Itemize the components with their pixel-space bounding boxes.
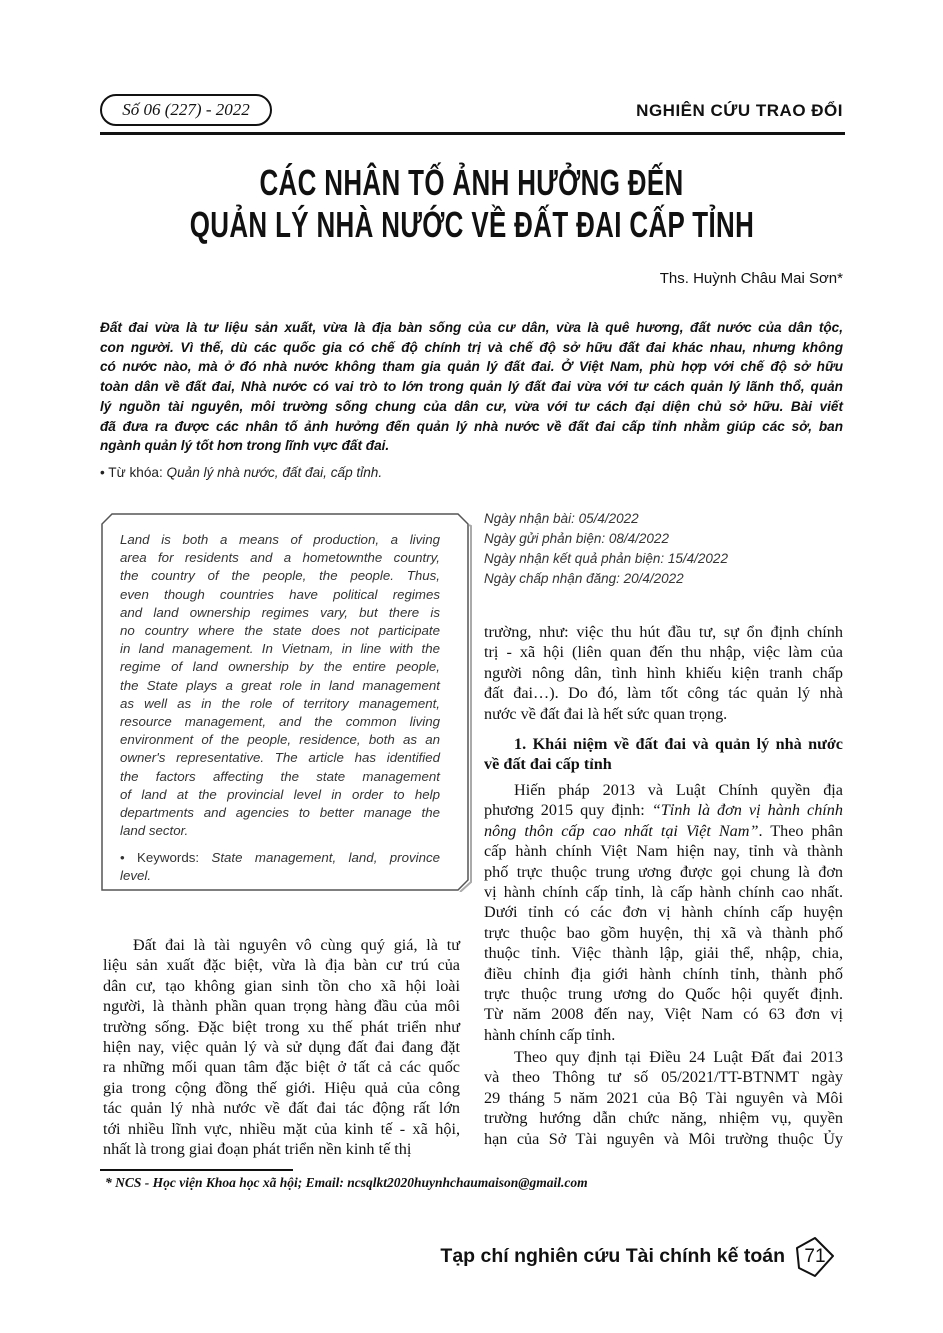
text-line: area for residents and a hometownthe country, (120, 550, 440, 566)
section-paragraph-1 (484, 780, 843, 1045)
keywords-vi (100, 465, 382, 480)
text-line (484, 821, 843, 841)
footnote: * NCS - Học viện Khoa học xã hội; Email: ncsqlkt2020huynhchaumaison@gmail.com (105, 1175, 588, 1190)
text-line: hiện nay, việc quản lý và sử dụng đất đai đang đặt (103, 1038, 460, 1057)
header-rule (100, 132, 845, 135)
text-line: Theo quy định tại Điều 24 Luật Đất đai 2013 (514, 1048, 843, 1066)
text-line: về đất đai cấp tỉnh (484, 755, 612, 774)
text-line: Từ năm 2008 đến nay, Việt Nam có 63 đơn vị (484, 1005, 843, 1024)
paragraph-rest (484, 841, 843, 1045)
text-line: cấp hành chính Việt Nam hiện nay, tỉnh và thành (484, 842, 843, 861)
text-line: người nông dân, tình hình khiếu kiện tranh chấp (484, 663, 843, 682)
text-line: đã đưa ra được các nhân tố ảnh hưởng đến quản lý nhà nước về đất đai cấp tỉnh nhằm giúp các sở, ban (100, 418, 843, 434)
issue-badge: Số 06 (227) - 2022 (100, 94, 272, 126)
title-text: QUẢN LÝ NHÀ NƯỚC VỀ ĐẤT ĐAI CẤP TỈNH (189, 204, 754, 245)
section-label: NGHIÊN CỨU TRAO ĐỔI (636, 101, 843, 120)
text-line: phố trực thuộc trung ương được gọi chung là đơn (484, 862, 843, 881)
text-line: gia trong cộng đồng thế giới. Hiệu quả của công (103, 1078, 460, 1097)
text-line: con người. Vì thế, dù các quốc gia có chế độ chính trị và chế độ sở hữu đất đai khác nhau, nhưng không (100, 339, 843, 355)
text-line: trường hướng dẫn chức năng, nhiệm vụ, quyền (484, 1109, 843, 1128)
text-line: Đất đai vừa là tư liệu sản xuất, vừa là địa bàn sống của cư dân, vừa là quê hương, đất nước của dân tộc, (100, 320, 843, 335)
text-line: Ngày chấp nhận đăng: 20/4/2022 (484, 571, 684, 586)
keywords-en (120, 849, 440, 885)
section-heading (484, 734, 843, 775)
text-line: hạn của Sở Tài nguyên và Môi trường thuộc Ủy (484, 1129, 843, 1148)
article-title-line-1 (0, 162, 943, 204)
text-line: vị hành chính cấp tỉnh, là cấp hành chính cao nhất. (484, 883, 843, 902)
text-line: Dưới tỉnh có các đơn vị hành chính cấp huyện (484, 903, 843, 922)
text-line: hành chính cấp tỉnh. (484, 1025, 616, 1044)
text-line: no country where the state does not participate (120, 623, 440, 639)
text-line: điều chỉnh địa giới hành chính tỉnh, thành phố (484, 964, 843, 983)
text-line: the factors affecting the state management (120, 768, 440, 784)
text-line: environment of the people, residence, both as an (120, 732, 440, 748)
text-line: 1. Khái niệm về đất đai và quản lý nhà nước (514, 735, 843, 753)
text-line: thuộc tỉnh. Việc thành lập, giải thể, nhập, chia, (484, 944, 843, 963)
submission-dates (484, 509, 728, 589)
text-line: tác quản lý nhà nước về đất đai tác động rất lớn (103, 1099, 460, 1118)
text-line: the country of the people, the people. Thus, (120, 568, 440, 584)
author: Ths. Huỳnh Châu Mai Sơn* (659, 270, 843, 287)
text-line: và theo Thông tư số 05/2021/TT-BTNMT ngày (484, 1068, 843, 1087)
text-line: regime of land ownership by the entire people, (120, 659, 440, 675)
footnote-rule (100, 1169, 293, 1171)
title-text: CÁC NHÂN TỐ ẢNH HƯỞNG ĐẾN (259, 162, 684, 203)
page-number: 71 (804, 1246, 826, 1267)
text-line: of land at the provincial level in order to help (120, 786, 440, 802)
text-line: ra những mối quan tâm đặc biệt ở tất cả các quốc (103, 1058, 460, 1077)
text-line: departments and agencies to better manage the (120, 805, 440, 821)
quote: nông thôn cấp cao nhất tại Việt Nam” (484, 821, 759, 840)
section-paragraph-2 (484, 1047, 843, 1149)
text-line: trực thuộc trung ương do Quốc hội quyết định. (484, 985, 843, 1004)
quote: “Tỉnh là đơn vị hành chính (651, 801, 843, 820)
text-line: Land is both a means of production, a living (120, 532, 440, 547)
text-line: Ngày gửi phản biện: 08/4/2022 (484, 531, 669, 546)
text-line: trị - xã hội (liên quan đến thu nhập, việc làm của (484, 643, 843, 662)
text-line: Hiến pháp 2013 và Luật Chính quyền địa (514, 781, 843, 799)
keywords-en-value: level. (120, 868, 152, 884)
text-line: as well as in the role of territory management, (120, 695, 440, 711)
abstract-en (120, 531, 440, 840)
keywords-value: Quản lý nhà nước, đất đai, cấp tỉnh. (166, 465, 383, 480)
page-number-badge (795, 1236, 839, 1280)
text-line: land sector. (120, 823, 189, 839)
text-line: ngành quản lý tốt hơn trong lĩnh vực đất đai. (100, 438, 390, 454)
text-line: Đất đai là tài nguyên vô cùng quý giá, là tư (133, 936, 460, 954)
journal-name: Tạp chí nghiên cứu Tài chính kế toán (440, 1245, 785, 1267)
text-line: dân cư, tạo không gian sinh tồn cho xã hội loài (103, 976, 460, 995)
abstract-en-box (100, 512, 470, 890)
text-line: trường, như: việc thu hút đầu tư, sự ổn định chính (484, 623, 843, 641)
text-line (484, 800, 843, 820)
text-line: in land management. In Vietnam, in line with the (120, 641, 440, 657)
text-line: trường sống. Đặc biệt trong xu thế phát triển như (103, 1017, 460, 1036)
text-line: đất đai…). Do đó, làm tốt công tác quản lý nhà (484, 684, 843, 703)
text-line: tới nhiều lĩnh vực, nhiều mặt của kinh tế - xã hội, (103, 1119, 460, 1138)
text-line: resource management, and the common living (120, 714, 440, 730)
text-line: 29 tháng 5 năm 2021 của Bộ Tài nguyên và Môi (484, 1088, 843, 1107)
text-line: toàn dân về đất đai, Nhà nước có vai trò to lớn trong quản lý đất đai vừa với tư cách quản lý lãnh thổ, quản (100, 379, 843, 395)
text-line: the State plays a great role in land management (120, 677, 440, 693)
text-line: even though countries have political regimes (120, 586, 440, 602)
text-line: Ngày nhận kết quả phản biện: 15/4/2022 (484, 551, 728, 566)
text-line: liệu sản xuất đặc biệt, vừa là địa bàn cư trú của (103, 956, 460, 975)
text-line: trực thuộc bao gồm huyện, thị xã và thành phố (484, 923, 843, 942)
left-column-body (103, 935, 460, 1159)
text-span: . Theo phân (758, 821, 843, 840)
keywords-label: • Từ khóa: (100, 465, 167, 480)
keywords-en-value: State management, land, province (211, 850, 441, 865)
text-line: and land ownership regimes vary, but there is (120, 604, 440, 620)
abstract-vi (100, 318, 843, 456)
article-title-line-2 (0, 204, 943, 246)
text-line: nước về đất đai là hết sức quan trọng. (484, 704, 728, 723)
text-line: lý nguồn tài nguyên, môi trường sống chung của dân cư, vừa với tư cách đại diện chủ sở hữu. Bài viết (100, 398, 843, 414)
text-line: có nước nào, mà ở đó nhà nước không tham gia quản lý đất đai. Ở Việt Nam, phù hợp với chế độ sở hữu (100, 359, 843, 375)
text-line: Ngày nhận bài: 05/4/2022 (484, 511, 639, 526)
text-line: người, là thành phần quan trọng hàng đầu của môi (103, 997, 460, 1016)
keywords-en-label: • Keywords: (120, 850, 212, 865)
right-column-intro (484, 622, 843, 724)
text-line: owner's representative. The article has identified (120, 750, 440, 766)
text-span: phương 2015 quy định: (484, 801, 652, 820)
text-line: nhất là trong giai đoạn phát triển nền kinh tế thị (103, 1140, 412, 1159)
